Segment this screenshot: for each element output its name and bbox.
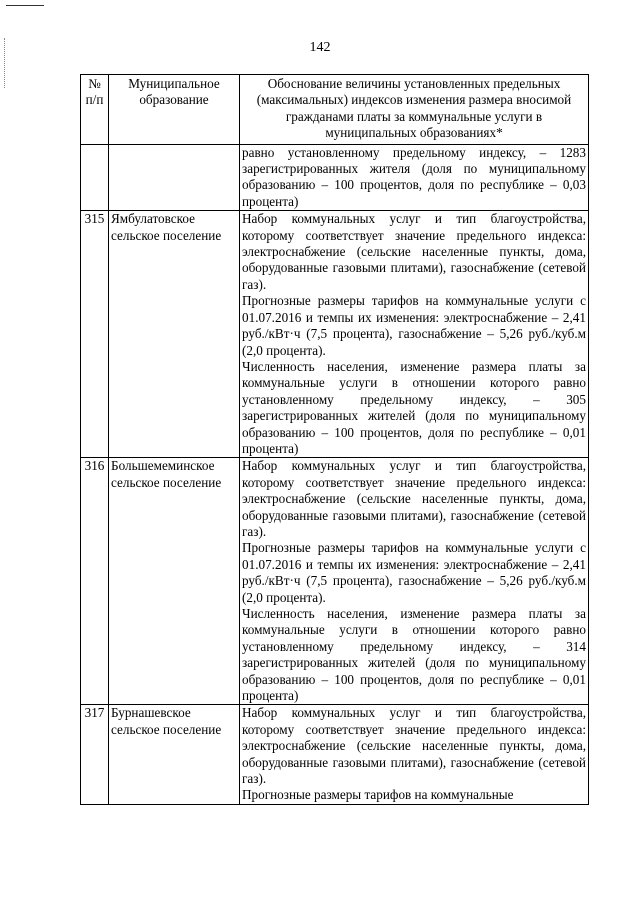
tariff-index-table <box>80 74 589 805</box>
population-paragraph: Численность населения, изменение размера платы за коммунальные услуги в отношении которого равно установленному предельному индексу, – 314 зарегистрированных жителей (доля по муниципальному образованию – 100 процентов, доля по республике – 0,01 процента) <box>242 606 586 704</box>
row-number: 316 <box>81 458 109 705</box>
continuation-num <box>81 144 109 211</box>
rationale-cell <box>240 211 589 458</box>
continuation-text <box>240 144 589 211</box>
table-row <box>81 211 589 458</box>
tariffs-paragraph: Прогнозные размеры тарифов на коммунальные <box>242 787 514 803</box>
tariffs-paragraph: Прогнозные размеры тарифов на коммунальные услуги с 01.07.2016 и темпы их изменения: электроснабжение – 2,41 руб./кВт·ч (7,5 процента), газоснабжение – 5,26 руб./куб.м (2,0 процента). <box>242 540 586 605</box>
row-number: 317 <box>81 705 109 804</box>
municipality-name: Большемеминское сельское поселение <box>109 458 240 705</box>
services-paragraph: Набор коммунальных услуг и тип благоустройства, которому соответствует значение предельного индекса: электроснабжение (сельские населенные пункты, дома, оборудованные газовыми плитами), газоснабжение (сетевой газ). <box>242 458 586 539</box>
header-municipality: Муниципальное образование <box>109 75 240 145</box>
tariffs-paragraph: Прогнозные размеры тарифов на коммунальные услуги с 01.07.2016 и темпы их изменения: электроснабжение – 2,41 руб./кВт·ч (7,5 процента), газоснабжение – 5,26 руб./куб.м (2,0 процента). <box>242 293 586 358</box>
table-row <box>81 458 589 705</box>
continuation-row <box>81 144 589 211</box>
header-rationale: Обоснование величины установленных предельных (максимальных) индексов изменения размера вносимой гражданами платы за коммунальные услуги в муниципальных образованиях* <box>240 75 589 145</box>
continuation-municipality <box>109 144 240 211</box>
municipality-name: Бурнашевское сельское поселение <box>109 705 240 804</box>
table-header-row <box>81 75 589 145</box>
table-row <box>81 705 589 804</box>
header-rule <box>6 5 44 6</box>
rationale-cell <box>240 705 589 804</box>
population-paragraph: Численность населения, изменение размера платы за коммунальные услуги в отношении которого равно установленному предельному индексу, – 305 зарегистрированных жителей (доля по муниципальному образованию – 100 процентов, доля по республике – 0,01 процента) <box>242 358 586 456</box>
services-paragraph: Набор коммунальных услуг и тип благоустройства, которому соответствует значение предельного индекса: электроснабжение (сельские населенные пункты, дома, оборудованные газовыми плитами), газоснабжение (сетевой газ). <box>242 211 586 292</box>
municipality-name: Ямбулатовское сельское поселение <box>109 211 240 458</box>
continuation-paragraph: равно установленному предельному индексу, – 1283 зарегистрированных жителя (доля по муниципальному образованию – 100 процентов, доля по республике – 0,03 процента) <box>242 144 586 209</box>
page-number: 142 <box>309 40 331 55</box>
row-number: 315 <box>81 211 109 458</box>
services-paragraph: Набор коммунальных услуг и тип благоустройства, которому соответствует значение предельного индекса: электроснабжение (сельские населенные пункты, дома, оборудованные газовыми плитами), газоснабжение (сетевой газ). <box>242 705 586 787</box>
rationale-cell <box>240 458 589 705</box>
header-num: № п/п <box>81 75 109 145</box>
